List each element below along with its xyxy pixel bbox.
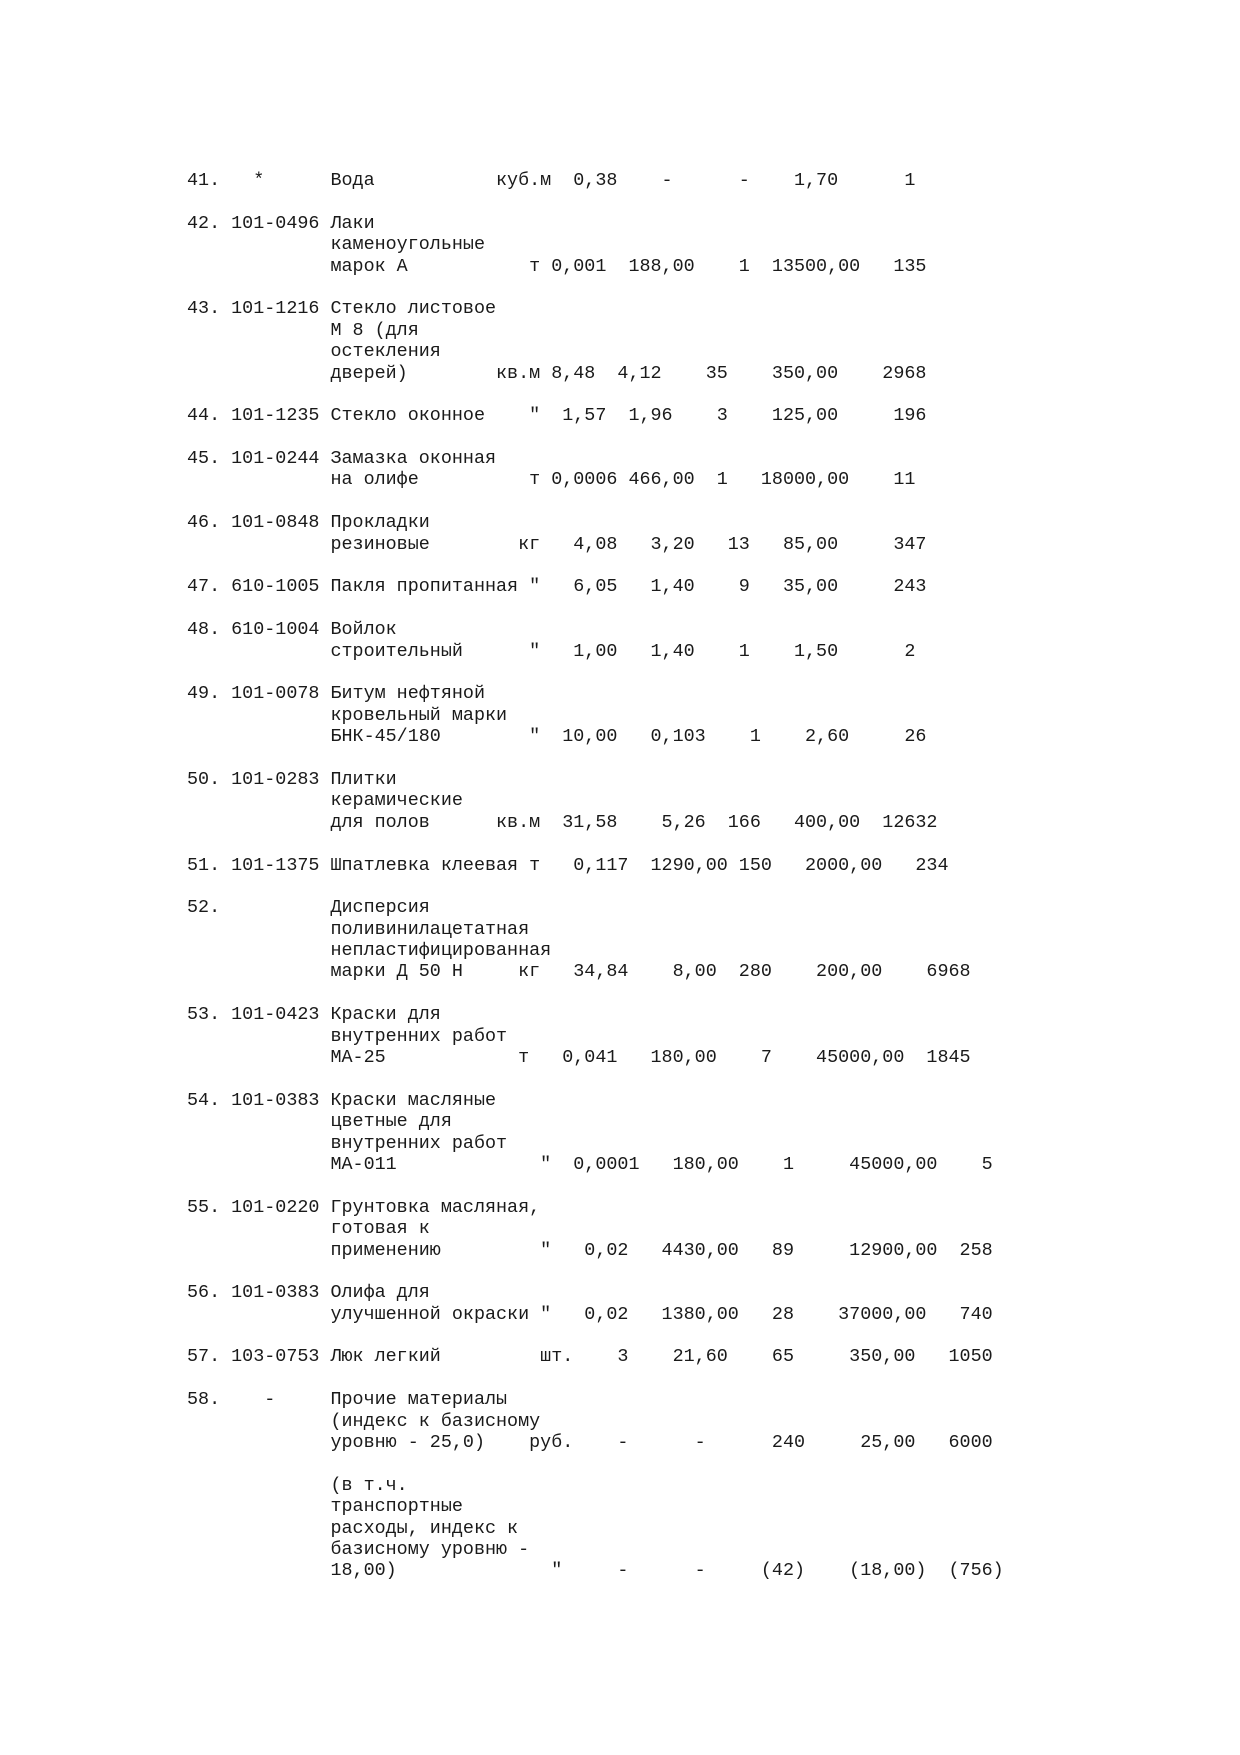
listing-line	[187, 1325, 1004, 1346]
listing-line: МА-25 т 0,041 180,00 7 45000,00 1845	[187, 1047, 971, 1069]
listing-line: 45. 101-0244 Замазка оконная	[187, 448, 497, 470]
listing-line: керамические	[187, 790, 463, 812]
listing-line	[187, 1261, 1004, 1282]
listing-line: 53. 101-0423 Краски для	[187, 1004, 441, 1026]
listing-line: БНК-45/180 " 10,00 0,103 1 2,60 26	[187, 726, 927, 748]
listing-line: строительный " 1,00 1,40 1 1,50 2	[187, 640, 916, 662]
listing-line	[187, 983, 1004, 1004]
listing-line: марки Д 50 Н кг 34,84 8,00 280 200,00 6968	[187, 961, 971, 983]
listing-line: 51. 101-1375 Шпатлевка клеевая т 0,117 1290,00 150 2000,00 234	[187, 854, 949, 876]
listing-line: 48. 610-1004 Войлок	[187, 619, 397, 641]
listing-line: (индекс к базисному	[187, 1410, 541, 1432]
listing-line	[187, 191, 1004, 212]
listing-line: уровню - 25,0) руб. - - 240 25,00 6000	[187, 1432, 993, 1454]
listing-line: применению " 0,02 4430,00 89 12900,00 258	[187, 1239, 993, 1261]
listing-line	[187, 1175, 1004, 1196]
listing-line	[187, 748, 1004, 769]
listing-line	[187, 1368, 1004, 1389]
listing-line: 50. 101-0283 Плитки	[187, 768, 397, 790]
listing-line: расходы, индекс к	[187, 1517, 519, 1539]
listing-line: 41. * Вода куб.м 0,38 - - 1,70 1	[187, 170, 916, 191]
listing-line: 44. 101-1235 Стекло оконное " 1,57 1,96 3 125,00 196	[187, 405, 927, 427]
listing-line: 43. 101-1216 Стекло листовое	[187, 298, 497, 320]
listing-line: 54. 101-0383 Краски масляные	[187, 1089, 497, 1111]
listing-line	[187, 277, 1004, 298]
listing-line: на олифе т 0,0006 466,00 1 18000,00 11	[187, 469, 916, 491]
listing-line: 18,00) " - - (42) (18,00) (756)	[187, 1560, 1004, 1582]
listing-line: остекления	[187, 341, 441, 363]
listing-line	[187, 598, 1004, 619]
listing-line: внутренних работ	[187, 1132, 508, 1154]
listing-line: транспортные	[187, 1496, 463, 1518]
listing-line: готовая к	[187, 1218, 430, 1240]
listing-line: цветные для	[187, 1111, 452, 1133]
listing-line	[187, 876, 1004, 897]
listing-line: базисному уровню -	[187, 1539, 530, 1560]
listing-line: (в т.ч.	[187, 1474, 408, 1496]
listing-line	[187, 384, 1004, 405]
listing-line	[187, 555, 1004, 576]
listing-line: резиновые кг 4,08 3,20 13 85,00 347	[187, 533, 927, 555]
listing-line	[187, 662, 1004, 683]
listing-line: для полов кв.м 31,58 5,26 166 400,00 12632	[187, 811, 938, 833]
listing-line: 58. - Прочие материалы	[187, 1389, 508, 1411]
listing-line: 46. 101-0848 Прокладки	[187, 512, 430, 534]
listing-line	[187, 1453, 1004, 1474]
listing-line: 57. 103-0753 Люк легкий шт. 3 21,60 65 350,00 1050	[187, 1346, 993, 1368]
listing-line: 52. Дисперсия	[187, 897, 430, 919]
listing-line: каменоугольные	[187, 234, 485, 256]
listing-line: 42. 101-0496 Лаки	[187, 212, 375, 234]
listing-line: марок А т 0,001 188,00 1 13500,00 135	[187, 255, 927, 277]
listing-line: 49. 101-0078 Битум нефтяной	[187, 683, 485, 705]
listing-line	[187, 833, 1004, 854]
listing-line: 47. 610-1005 Пакля пропитанная " 6,05 1,40 9 35,00 243	[187, 576, 927, 598]
listing-line: 56. 101-0383 Олифа для	[187, 1282, 430, 1304]
materials-listing	[187, 170, 1004, 1582]
listing-line: 55. 101-0220 Грунтовка масляная,	[187, 1196, 541, 1218]
listing-line: М 8 (для	[187, 319, 419, 341]
listing-line: улучшенной окраски " 0,02 1380,00 28 37000,00 740	[187, 1303, 993, 1325]
listing-line: поливинилацетатная	[187, 918, 530, 940]
listing-line: дверей) кв.м 8,48 4,12 35 350,00 2968	[187, 362, 927, 384]
listing-line: внутренних работ	[187, 1025, 508, 1047]
listing-line: непластифицированная	[187, 940, 552, 962]
listing-line	[187, 1068, 1004, 1089]
listing-line	[187, 427, 1004, 448]
listing-line: МА-011 " 0,0001 180,00 1 45000,00 5	[187, 1153, 993, 1175]
listing-line: кровельный марки	[187, 704, 508, 726]
listing-line	[187, 491, 1004, 512]
